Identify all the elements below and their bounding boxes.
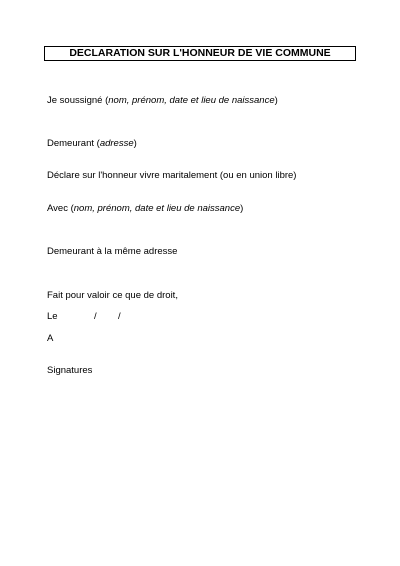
partner-prefix: Avec ( xyxy=(47,203,74,214)
date-separator-1: / xyxy=(94,311,97,322)
date-label: Le xyxy=(47,311,58,322)
address-line xyxy=(47,138,137,150)
place-label: A xyxy=(47,333,54,344)
declaration-line: Déclare sur l'honneur vivre maritalement (ou en union libre) xyxy=(47,170,297,181)
page-title: DECLARATION SUR L'HONNEUR DE VIE COMMUNE xyxy=(69,47,331,60)
address-prefix: Demeurant ( xyxy=(47,138,100,149)
declarant-prefix: Je soussigné ( xyxy=(47,95,109,106)
title-box xyxy=(44,46,356,61)
address-italic: adresse xyxy=(99,138,134,149)
signatures-label: Signatures xyxy=(47,365,93,376)
partner-italic: nom, prénom, date et lieu de naissance xyxy=(73,203,241,214)
address-suffix: ) xyxy=(133,138,137,149)
declarant-italic: nom, prénom, date et lieu de naissance xyxy=(108,95,275,106)
same-address-line: Demeurant à la même adresse xyxy=(47,246,178,257)
date-separator-2: / xyxy=(118,311,121,322)
partner-suffix: ) xyxy=(240,203,244,214)
closing-line: Fait pour valoir ce que de droit, xyxy=(47,290,178,301)
declarant-line xyxy=(47,95,278,107)
partner-line xyxy=(47,203,243,215)
declarant-suffix: ) xyxy=(274,95,278,106)
